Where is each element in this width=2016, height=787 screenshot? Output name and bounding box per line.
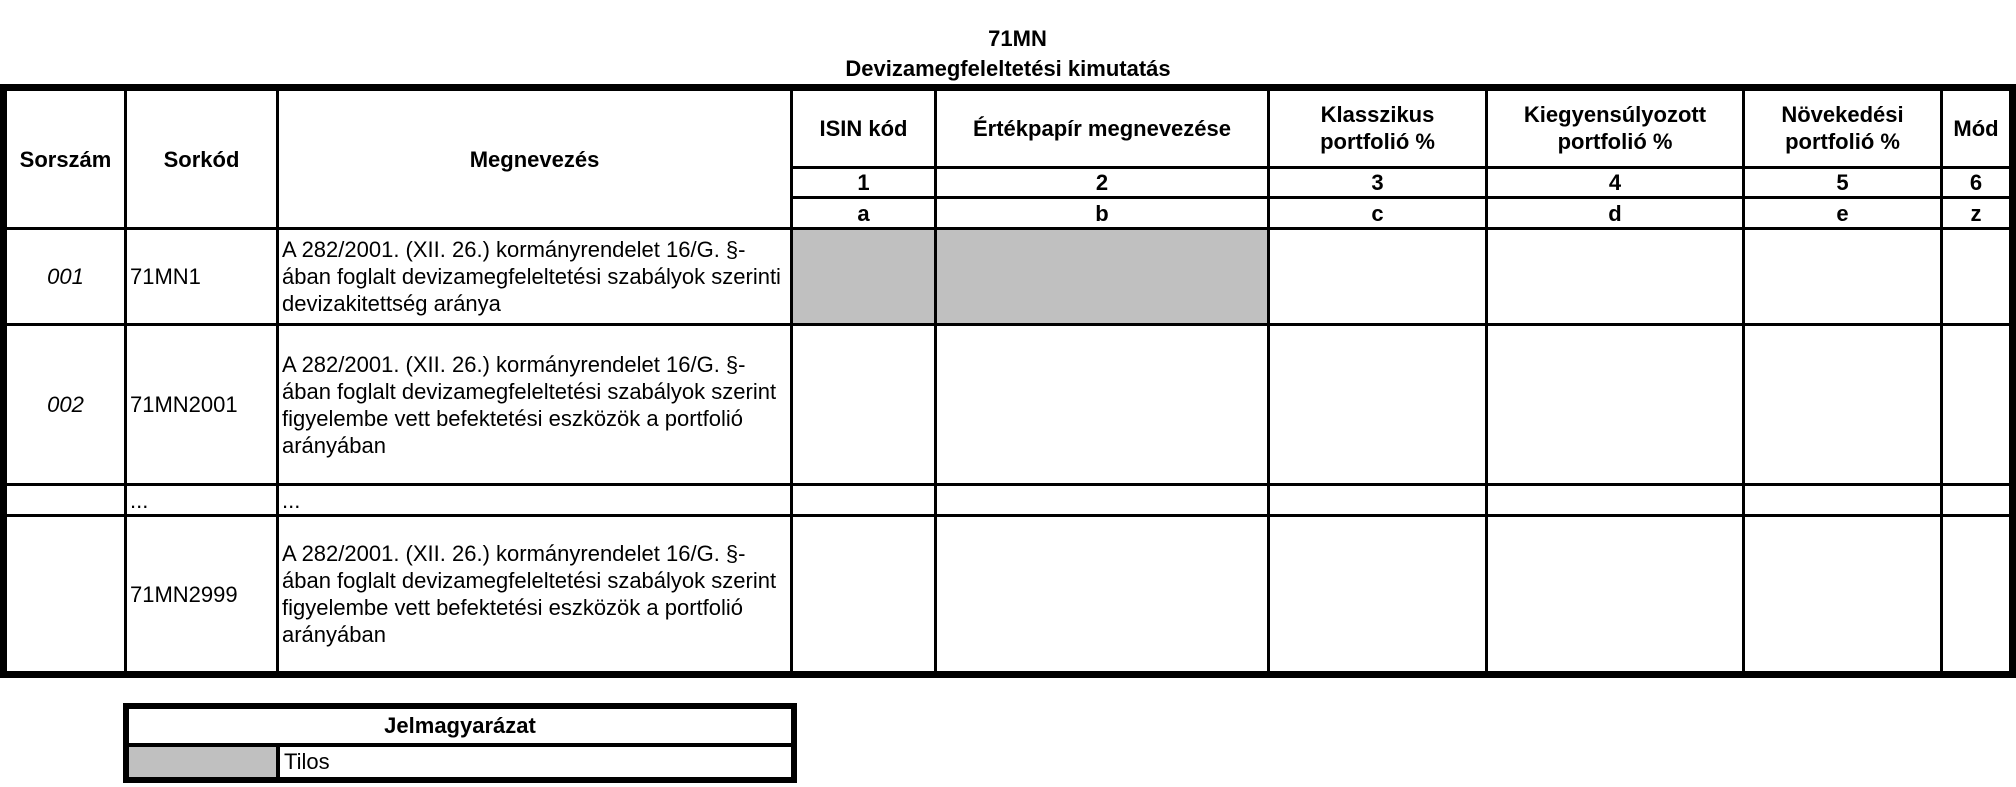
data-cell[interactable] [1269, 229, 1487, 325]
data-cell[interactable] [1269, 516, 1487, 675]
row-megnevezes: A 282/2001. (XII. 26.) kormányrendelet 16/G. §-ában foglalt devizamegfeleltetési szabályok szerint figyelembe vett befektetési eszközök a portfolió arányában [278, 516, 792, 675]
data-cell[interactable] [1487, 229, 1744, 325]
data-cell[interactable] [792, 325, 936, 485]
header-kiegyensulyozott: Kiegyensúlyozott portfolió % [1487, 88, 1744, 168]
row-sorszam [4, 516, 126, 675]
row-sorszam: 002 [4, 325, 126, 485]
report-code: 71MN [988, 26, 1047, 51]
row-megnevezes: A 282/2001. (XII. 26.) kormányrendelet 16/G. §-ában foglalt devizamegfeleltetési szabályok szerint figyelembe vett befektetési eszközök a portfolió arányában [278, 325, 792, 485]
col-num: 6 [1942, 167, 2013, 198]
header-megnevezes: Megnevezés [278, 88, 792, 229]
data-cell[interactable] [1744, 516, 1942, 675]
data-cell[interactable] [1269, 325, 1487, 485]
header-sorszam: Sorszám [4, 88, 126, 229]
data-cell[interactable] [1942, 484, 2013, 516]
data-cell[interactable] [936, 516, 1269, 675]
data-cell[interactable] [1487, 484, 1744, 516]
data-cell[interactable] [1744, 484, 1942, 516]
legend-title: Jelmagyarázat [126, 706, 794, 745]
header-isin: ISIN kód [792, 88, 936, 168]
row-megnevezes: A 282/2001. (XII. 26.) kormányrendelet 16/G. §-ában foglalt devizamegfeleltetési szabályok szerinti devizakitettség aránya [278, 229, 792, 325]
col-letter: d [1487, 198, 1744, 229]
header-mod: Mód [1942, 88, 2013, 168]
report-title: Devizamegfeleltetési kimutatás [845, 56, 1171, 81]
data-cell[interactable] [1487, 516, 1744, 675]
data-cell[interactable] [1744, 229, 1942, 325]
legend-table [123, 703, 797, 783]
data-cell[interactable] [1269, 484, 1487, 516]
data-cell[interactable] [1942, 516, 2013, 675]
row-sorkod: ... [126, 484, 278, 516]
header-sorkod: Sorkód [126, 88, 278, 229]
data-cell[interactable] [1744, 325, 1942, 485]
data-cell[interactable] [792, 484, 936, 516]
col-num: 1 [792, 167, 936, 198]
col-letter: b [936, 198, 1269, 229]
header-klasszikus: Klasszikus portfolió % [1269, 88, 1487, 168]
data-cell[interactable] [1942, 325, 2013, 485]
col-num: 4 [1487, 167, 1744, 198]
header-ertekpapir: Értékpapír megnevezése [936, 88, 1269, 168]
row-megnevezes: ... [278, 484, 792, 516]
col-letter: a [792, 198, 936, 229]
col-num: 3 [1269, 167, 1487, 198]
row-sorszam [4, 484, 126, 516]
report-table [0, 84, 2016, 678]
legend-label: Tilos [278, 745, 794, 780]
table-row [4, 516, 2013, 675]
data-cell[interactable] [936, 484, 1269, 516]
header-novekedesi: Növekedési portfolió % [1744, 88, 1942, 168]
legend-swatch [126, 745, 278, 780]
col-num: 5 [1744, 167, 1942, 198]
data-cell[interactable] [792, 516, 936, 675]
table-row [4, 229, 2013, 325]
col-letter: z [1942, 198, 2013, 229]
row-sorkod: 71MN1 [126, 229, 278, 325]
data-cell[interactable] [1942, 229, 2013, 325]
col-letter: c [1269, 198, 1487, 229]
table-row [4, 484, 2013, 516]
data-cell[interactable] [1487, 325, 1744, 485]
row-sorkod: 71MN2999 [126, 516, 278, 675]
col-letter: e [1744, 198, 1942, 229]
data-cell[interactable] [936, 325, 1269, 485]
cell-forbidden [792, 229, 936, 325]
col-num: 2 [936, 167, 1269, 198]
cell-forbidden [936, 229, 1269, 325]
row-sorszam: 001 [4, 229, 126, 325]
row-sorkod: 71MN2001 [126, 325, 278, 485]
table-row [4, 325, 2013, 485]
